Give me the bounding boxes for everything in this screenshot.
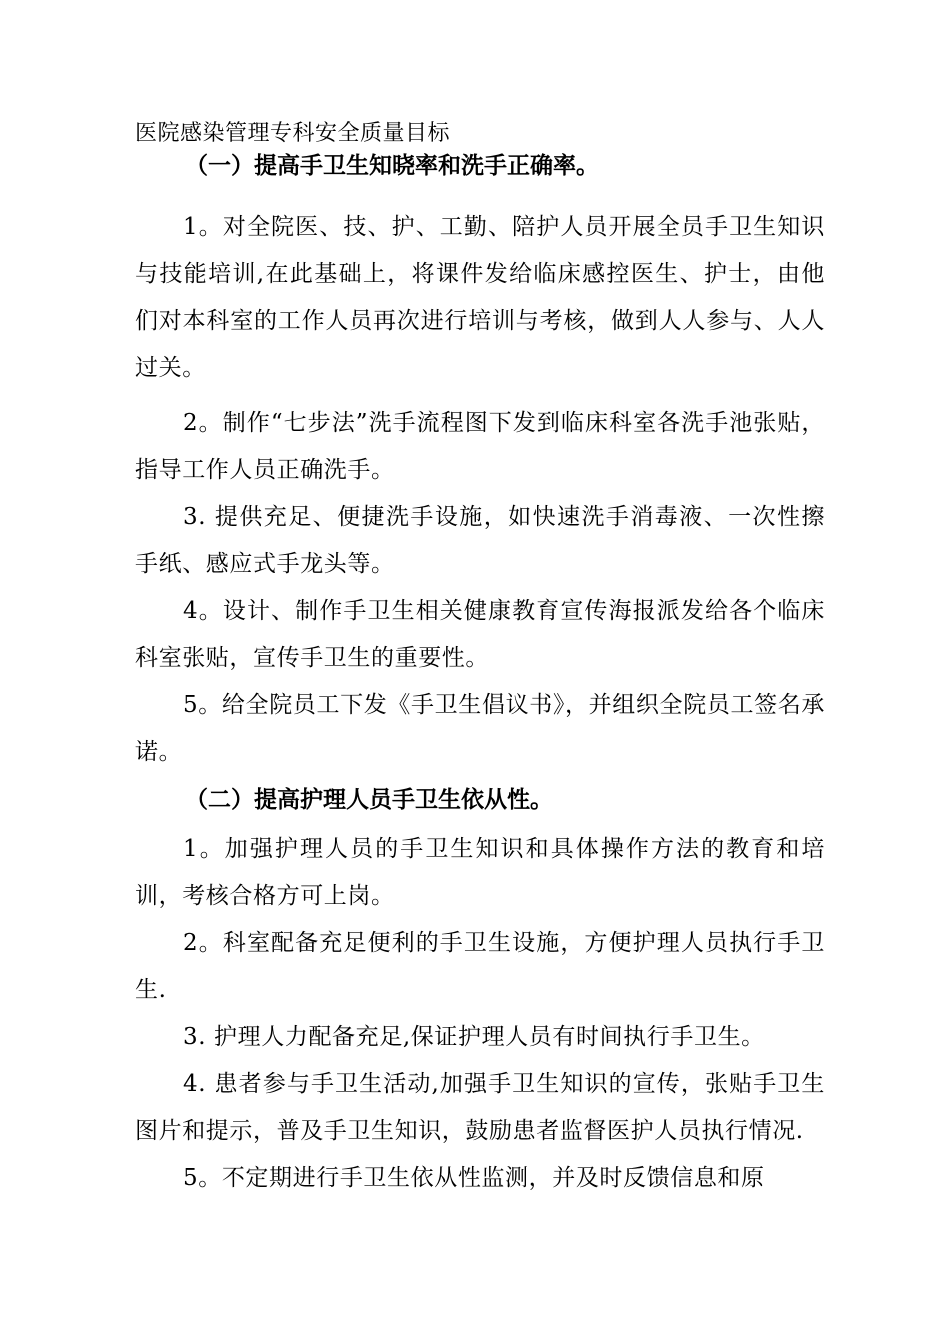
paragraph: 5。不定期进行手卫生依从性监测，并及时反馈信息和原 — [183, 1165, 765, 1191]
document-title: 医院感染管理专科安全质量目标 — [135, 121, 451, 146]
paragraph: 1。加强护理人员的手卫生知识和具体操作方法的教育和培训，考核合格方可上岗。 — [135, 836, 825, 909]
section-heading: （一）提高手卫生知晓率和洗手正确率。 — [185, 153, 599, 179]
section-heading: （二）提高护理人员手卫生依从性。 — [185, 787, 553, 813]
paragraph: 5。给全院员工下发《手卫生倡议书》，并组织全院员工签名承诺。 — [135, 692, 825, 765]
paragraph: 1。对全院医、技、护、工勤、陪护人员开展全员手卫生知识与技能培训,在此基础上，将课件发给临床感控医生、护士，由他们对本科室的工作人员再次进行培训与考核，做到人人参与、人人过关。 — [135, 214, 825, 381]
paragraph: 3. 护理人力配备充足,保证护理人员有时间执行手卫生。 — [183, 1024, 765, 1050]
section-2 — [135, 784, 825, 1202]
section-1 — [135, 150, 825, 776]
paragraph: 3. 提供充足、便捷洗手设施，如快速洗手消毒液、一次性擦手纸、感应式手龙头等。 — [135, 504, 825, 577]
paragraph: 4。设计、制作手卫生相关健康教育宣传海报派发给各个临床科室张贴，宣传手卫生的重要性。 — [135, 598, 825, 671]
paragraph: 4. 患者参与手卫生活动,加强手卫生知识的宣传，张贴手卫生图片和提示，普及手卫生知识，鼓励患者监督医护人员执行情况. — [135, 1071, 825, 1144]
document-body — [135, 118, 825, 1202]
paragraph: 2。科室配备充足便利的手卫生设施，方便护理人员执行手卫生. — [135, 930, 825, 1003]
paragraph: 2。制作“七步法”洗手流程图下发到临床科室各洗手池张贴，指导工作人员正确洗手。 — [135, 410, 825, 483]
